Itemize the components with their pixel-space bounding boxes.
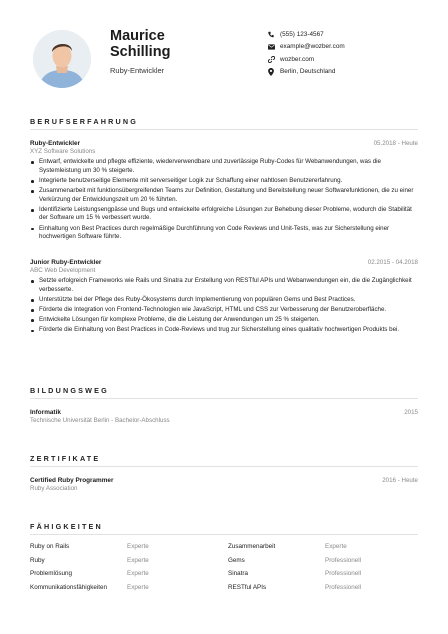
- job-bullets: [30, 158, 418, 242]
- job-date: 05.2018 - Heute: [373, 140, 418, 147]
- job-title: Ruby-Entwickler: [30, 140, 81, 147]
- link-icon: [268, 56, 280, 63]
- experience-entry: [30, 259, 418, 337]
- skill-row: [30, 570, 418, 584]
- contact-email[interactable]: [268, 41, 345, 54]
- section-divider: [30, 129, 418, 130]
- last-name: Schilling: [110, 44, 171, 60]
- job-bullet: Zusammenarbeit mit funktionsübergreifenden Teams zur Definition, Gestaltung und Bereitstellung neuer Softwarefunktionen, die zu einer Verkürzung der Entwicklungszeit um 20 % führten.: [30, 187, 418, 204]
- skill-name: Ruby: [30, 556, 45, 564]
- skill-name: Gems: [228, 556, 245, 564]
- skill-name: Ruby on Rails: [30, 543, 70, 550]
- contact-phone-text: (555) 123-4567: [280, 30, 324, 38]
- job-bullet: Förderte die Integration von Frontend-Technologien wie JavaScript, HTML und CSS zur Verbesserung der Benutzeroberfläche.: [30, 306, 418, 315]
- skill-level: Professionell: [325, 570, 362, 577]
- section-divider: [30, 466, 418, 467]
- skill-level: Experte: [325, 543, 347, 550]
- job-date: 02.2015 - 04.2018: [367, 259, 418, 266]
- contact-phone: [268, 28, 345, 41]
- skill-level: Experte: [127, 543, 149, 550]
- section-title-education: BILDUNGSWEG: [30, 386, 109, 395]
- certificate-date: 2016 - Heute: [382, 477, 418, 484]
- avatar: [33, 30, 91, 88]
- job-bullet: Setzte erfolgreich Frameworks wie Rails und Sinatra zur Erstellung von RESTful APIs und Webanwendungen ein, die die Zugänglichkeit verbesserte.: [30, 277, 418, 294]
- job-company: ABC Web Development: [30, 267, 96, 274]
- skill-name: RESTful APIs: [228, 583, 267, 591]
- skill-name: Sinatra: [228, 570, 248, 577]
- contact-email-text[interactable]: example@wozber.com: [280, 43, 345, 51]
- skill-level: Professionell: [325, 583, 362, 591]
- job-role: Ruby-Entwickler: [110, 66, 165, 75]
- section-divider: [30, 534, 418, 535]
- skill-level: Experte: [127, 556, 149, 564]
- education-institution: Technische Universität Berlin - Bachelor-Abschluss: [30, 417, 170, 424]
- certificate-entry: [30, 477, 418, 492]
- contact-location-text: Berlin, Deutschland: [280, 68, 336, 76]
- phone-icon: [268, 31, 280, 38]
- candidate-name: [110, 28, 240, 60]
- certificate-issuer: Ruby Association: [30, 485, 78, 492]
- skills-grid: [30, 543, 418, 597]
- job-bullet: Identifizierte Leistungsengpässe und Bugs und entwickelte erfolgreiche Lösungen zur Behebung dieser Probleme, wodurch die Stabilität der Software um 15 % verbessert wurde.: [30, 206, 418, 223]
- contact-location: [268, 66, 345, 79]
- skill-level: Experte: [127, 570, 149, 577]
- skill-row: [30, 557, 418, 571]
- job-bullet: Entwickelte Lösungen für komplexe Probleme, die die Leistung der Anwendungen um 25 % steigerten.: [30, 316, 418, 325]
- mail-icon: [268, 44, 280, 50]
- job-bullets: [30, 277, 418, 335]
- skill-level: Professionell: [325, 556, 362, 564]
- education-title: Informatik: [30, 409, 61, 416]
- skill-row: [30, 584, 418, 598]
- job-bullet: Förderte die Einhaltung von Best Practices in Code-Reviews und trug zur Sicherstellung eines qualitativ hochwertigen Produkts bei.: [30, 326, 418, 335]
- section-divider: [30, 398, 418, 399]
- experience-entry: [30, 140, 418, 243]
- education-date: 2015: [404, 409, 418, 416]
- first-name: Maurice: [110, 28, 165, 44]
- skill-name: Kommunikationsfähigkeiten: [30, 583, 108, 591]
- portrait-image: [33, 30, 91, 88]
- section-title-experience: BERUFSERFAHRUNG: [30, 117, 139, 126]
- skill-row: [30, 543, 418, 557]
- location-pin-icon: [268, 68, 280, 76]
- job-company: XYZ Software Solutions: [30, 148, 96, 155]
- job-bullet: Integrierte benutzerseitige Elemente mit serverseitiger Logik zur Schaffung einer nahtlosen Benutzererfahrung.: [30, 177, 418, 186]
- skill-name: Zusammenarbeit: [228, 543, 276, 550]
- job-title: Junior Ruby-Entwickler: [30, 259, 102, 266]
- resume-header: [0, 0, 448, 100]
- job-bullet: Unterstützte bei der Pflege des Ruby-Ökosystems durch Implementierung von populären Gems und Best Practices.: [30, 296, 418, 305]
- skill-level: Experte: [127, 583, 149, 591]
- education-entry: [30, 409, 418, 424]
- section-title-skills: FÄHIGKEITEN: [30, 522, 103, 531]
- certificate-title: Certified Ruby Programmer: [30, 477, 114, 484]
- job-bullet: Entwarf, entwickelte und pflegte effiziente, wiederverwendbare und zuverlässige Ruby-Codes für Webanwendungen, was die Systemleistung um 30 % steigerte.: [30, 158, 418, 175]
- contact-list: [268, 28, 345, 78]
- section-title-certificates: ZERTIFIKATE: [30, 454, 101, 463]
- contact-website-text[interactable]: wozber.com: [280, 55, 315, 63]
- job-bullet: Einhaltung von Best Practices durch regelmäßige Durchführung von Code Reviews und Unit-Tests, was zur Sicherstellung einer hochwertigen Software führte.: [30, 225, 418, 242]
- contact-website[interactable]: [268, 53, 345, 66]
- skill-name: Problemlösung: [30, 570, 73, 577]
